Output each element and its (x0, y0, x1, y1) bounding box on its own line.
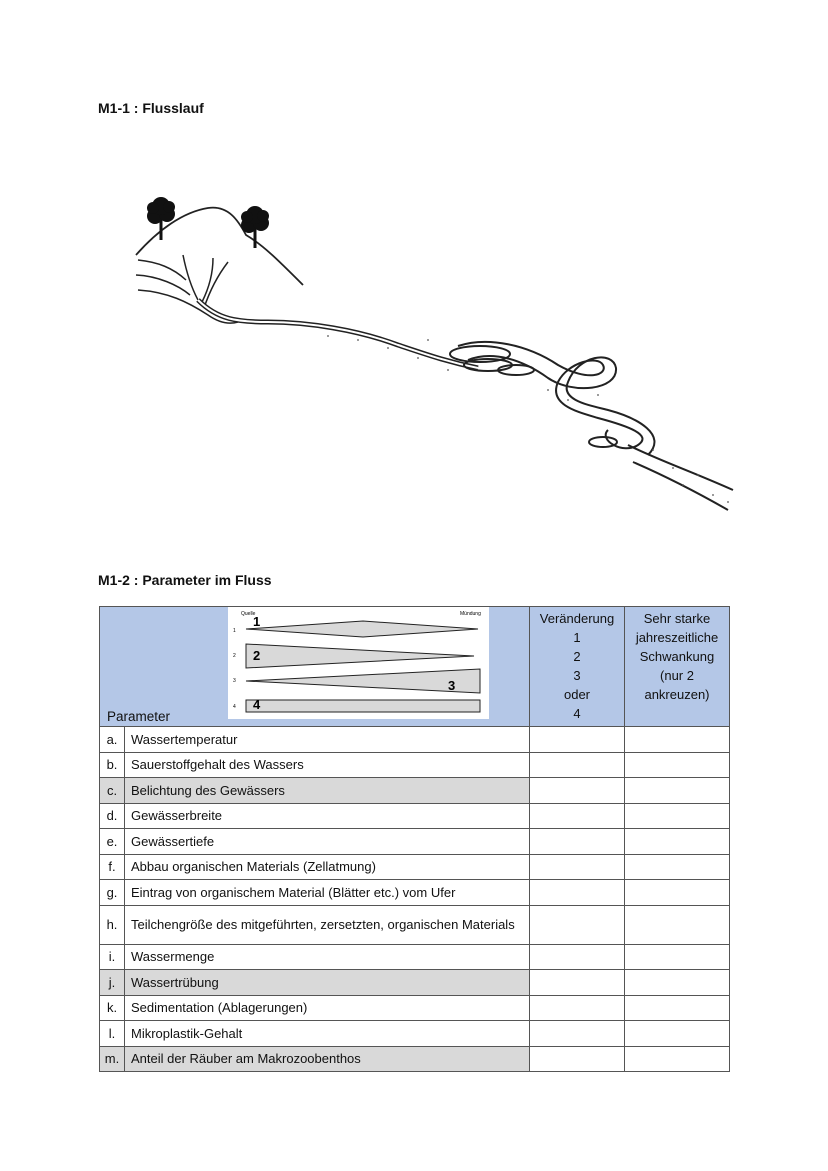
season-checkbox-cell[interactable] (625, 829, 730, 855)
table-row (100, 944, 730, 970)
table-header-row (100, 607, 730, 727)
season-checkbox-cell[interactable] (625, 995, 730, 1021)
season-checkbox-cell[interactable] (625, 905, 730, 944)
table-row (100, 905, 730, 944)
season-checkbox-cell[interactable] (625, 778, 730, 804)
row-letter: d. (100, 803, 125, 829)
table-row (100, 995, 730, 1021)
legend-small-number: 2 (233, 653, 236, 659)
season-column-header: Sehr starke jahreszeitliche Schwankung (nur 2 ankreuzen) (625, 607, 730, 727)
row-letter: e. (100, 829, 125, 855)
row-parameter-text: Wassermenge (125, 944, 530, 970)
season-checkbox-cell[interactable] (625, 727, 730, 753)
row-letter: b. (100, 752, 125, 778)
change-answer-cell[interactable] (530, 803, 625, 829)
table-row (100, 1046, 730, 1072)
row-parameter-text: Gewässertiefe (125, 829, 530, 855)
change-answer-cell[interactable] (530, 1021, 625, 1047)
change-answer-cell[interactable] (530, 778, 625, 804)
legend-source-label: Quelle (241, 611, 256, 617)
tree-icon (147, 197, 175, 240)
change-answer-cell[interactable] (530, 944, 625, 970)
row-letter: j. (100, 970, 125, 996)
row-parameter-text: Teilchengröße des mitgeführten, zersetzten, organischen Materials (125, 905, 530, 944)
change-answer-cell[interactable] (530, 1046, 625, 1072)
table-row (100, 829, 730, 855)
row-letter: a. (100, 727, 125, 753)
table-row (100, 803, 730, 829)
change-answer-cell[interactable] (530, 995, 625, 1021)
trend-legend (228, 607, 489, 719)
table-row (100, 1021, 730, 1047)
tributaries (136, 255, 238, 323)
season-checkbox-cell[interactable] (625, 1021, 730, 1047)
legend-big-number: 1 (253, 614, 261, 629)
table-row (100, 778, 730, 804)
row-parameter-text: Belichtung des Gewässers (125, 778, 530, 804)
tree-icon (241, 206, 269, 248)
change-column-header: Veränderung 1 2 3 oder 4 (530, 607, 625, 727)
season-checkbox-cell[interactable] (625, 1046, 730, 1072)
trend-shape-4 (246, 700, 480, 712)
river-course-illustration (128, 150, 738, 520)
row-parameter-text: Sedimentation (Ablagerungen) (125, 995, 530, 1021)
change-answer-cell[interactable] (530, 752, 625, 778)
row-parameter-text: Mikroplastik-Gehalt (125, 1021, 530, 1047)
row-letter: f. (100, 854, 125, 880)
parameter-table (99, 606, 730, 1072)
row-letter: g. (100, 880, 125, 906)
change-answer-cell[interactable] (530, 905, 625, 944)
legend-big-number: 3 (448, 678, 456, 693)
trend-shape-3 (246, 669, 480, 693)
trend-shape-1 (246, 621, 478, 637)
row-letter: k. (100, 995, 125, 1021)
parameter-header (100, 607, 530, 727)
legend-small-number: 3 (233, 678, 236, 684)
change-answer-cell[interactable] (530, 854, 625, 880)
section-title-parameter: M1-2 : Parameter im Fluss (98, 572, 272, 588)
row-parameter-text: Anteil der Räuber am Makrozoobenthos (125, 1046, 530, 1072)
legend-small-number: 4 (233, 704, 236, 710)
row-parameter-text: Wassertrübung (125, 970, 530, 996)
row-letter: l. (100, 1021, 125, 1047)
season-checkbox-cell[interactable] (625, 854, 730, 880)
change-answer-cell[interactable] (530, 829, 625, 855)
table-row (100, 752, 730, 778)
row-letter: m. (100, 1046, 125, 1072)
change-answer-cell[interactable] (530, 727, 625, 753)
row-parameter-text: Wassertemperatur (125, 727, 530, 753)
legend-big-number: 4 (253, 697, 261, 712)
season-checkbox-cell[interactable] (625, 880, 730, 906)
season-checkbox-cell[interactable] (625, 944, 730, 970)
season-checkbox-cell[interactable] (625, 752, 730, 778)
legend-mouth-label: Mündung (460, 611, 481, 617)
legend-small-number: 1 (233, 628, 236, 634)
table-row (100, 970, 730, 996)
row-parameter-text: Abbau organischen Materials (Zellatmung) (125, 854, 530, 880)
table-row (100, 727, 730, 753)
season-checkbox-cell[interactable] (625, 803, 730, 829)
row-letter: h. (100, 905, 125, 944)
legend-big-number: 2 (253, 648, 261, 663)
section-title-flusslauf: M1-1 : Flusslauf (98, 100, 204, 116)
row-parameter-text: Eintrag von organischem Material (Blätter etc.) vom Ufer (125, 880, 530, 906)
row-letter: c. (100, 778, 125, 804)
river-meanders (450, 342, 654, 455)
trend-shape-2 (246, 644, 474, 668)
table-row (100, 880, 730, 906)
row-letter: i. (100, 944, 125, 970)
change-answer-cell[interactable] (530, 970, 625, 996)
change-answer-cell[interactable] (530, 880, 625, 906)
parameter-label: Parameter (107, 709, 171, 724)
row-parameter-text: Gewässerbreite (125, 803, 530, 829)
row-parameter-text: Sauerstoffgehalt des Wassers (125, 752, 530, 778)
season-checkbox-cell[interactable] (625, 970, 730, 996)
table-row (100, 854, 730, 880)
